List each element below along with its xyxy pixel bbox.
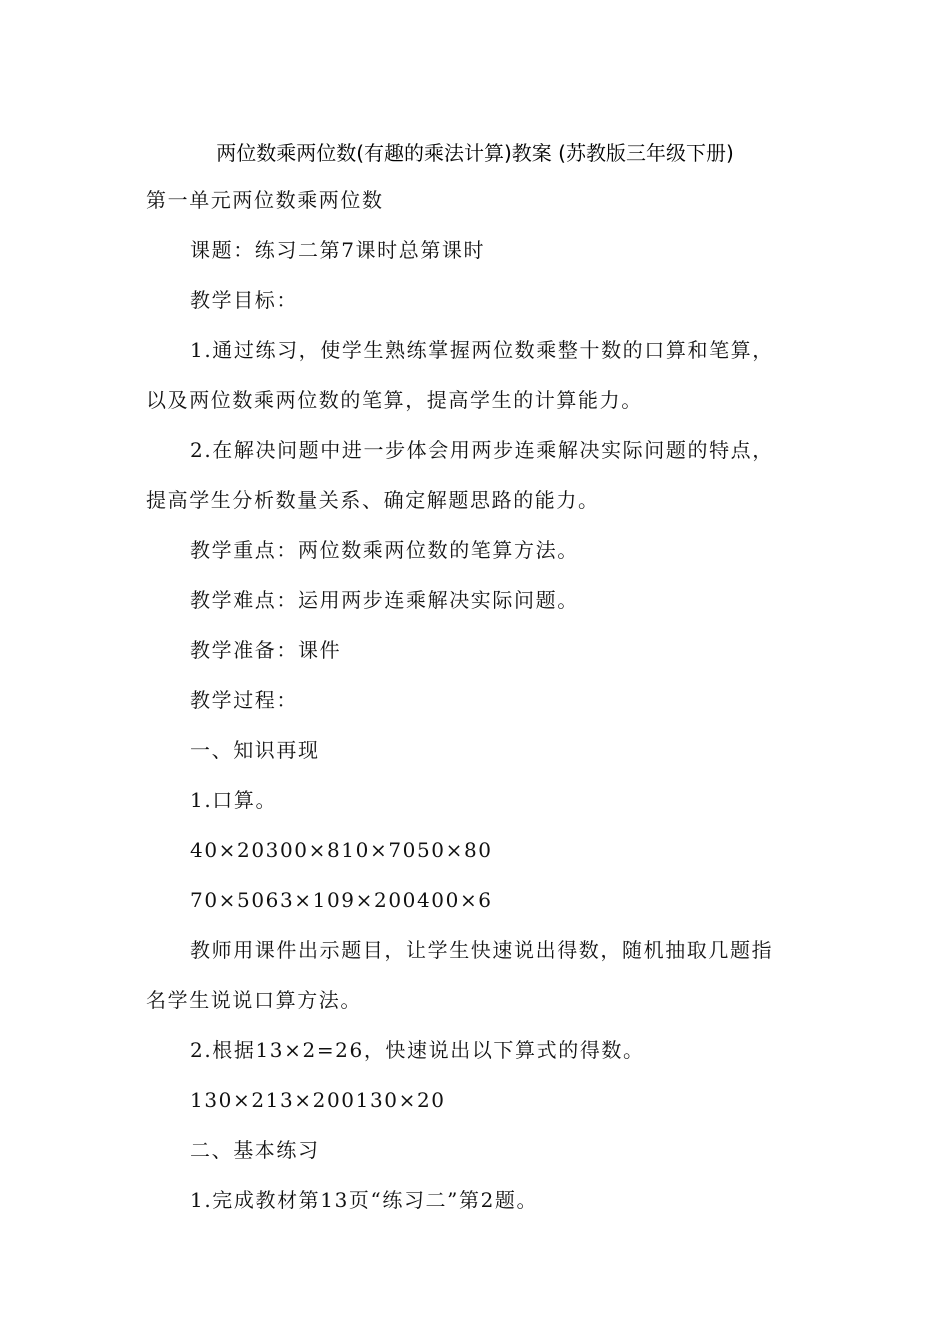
objective-1-line-1: 1.通过练习，使学生熟练掌握两位数乘整十数的口算和笔算，	[190, 338, 774, 362]
oral-calc-row-1: 40×20300×810×7050×80	[190, 838, 493, 862]
teacher-instruction-line-2: 名学生说说口算方法。	[146, 988, 362, 1012]
exercise-1: 1.完成教材第13页“练习二”第2题。	[190, 1188, 539, 1212]
unit-heading: 第一单元两位数乘两位数	[146, 188, 384, 212]
task-2-expressions: 130×213×200130×20	[190, 1088, 446, 1112]
objective-2-line-1: 2.在解决问题中进一步体会用两步连乘解决实际问题的特点，	[190, 438, 774, 462]
document-title: 两位数乘两位数(有趣的乘法计算)教案 (苏教版三年级下册)	[216, 141, 734, 165]
teacher-instruction-line-1: 教师用课件出示题目，让学生快速说出得数，随机抽取几题指	[190, 938, 774, 962]
section-1-heading: 一、知识再现	[190, 738, 320, 762]
difficulty: 教学难点：运用两步连乘解决实际问题。	[190, 588, 579, 612]
task-2-prompt: 2.根据13×2=26，快速说出以下算式的得数。	[190, 1038, 645, 1062]
process-heading: 教学过程：	[190, 688, 298, 712]
preparation: 教学准备：课件	[190, 638, 342, 662]
objective-2-line-2: 提高学生分析数量关系、确定解题思路的能力。	[146, 488, 600, 512]
objective-1-line-2: 以及两位数乘两位数的笔算，提高学生的计算能力。	[146, 388, 643, 412]
section-2-heading: 二、基本练习	[190, 1138, 320, 1162]
objectives-heading: 教学目标：	[190, 288, 298, 312]
key-point: 教学重点：两位数乘两位数的笔算方法。	[190, 538, 579, 562]
oral-calc-row-2: 70×5063×109×200400×6	[190, 888, 493, 912]
oral-calc-heading: 1.口算。	[190, 788, 278, 812]
lesson-topic: 课题：练习二第7课时总第课时	[190, 238, 486, 262]
